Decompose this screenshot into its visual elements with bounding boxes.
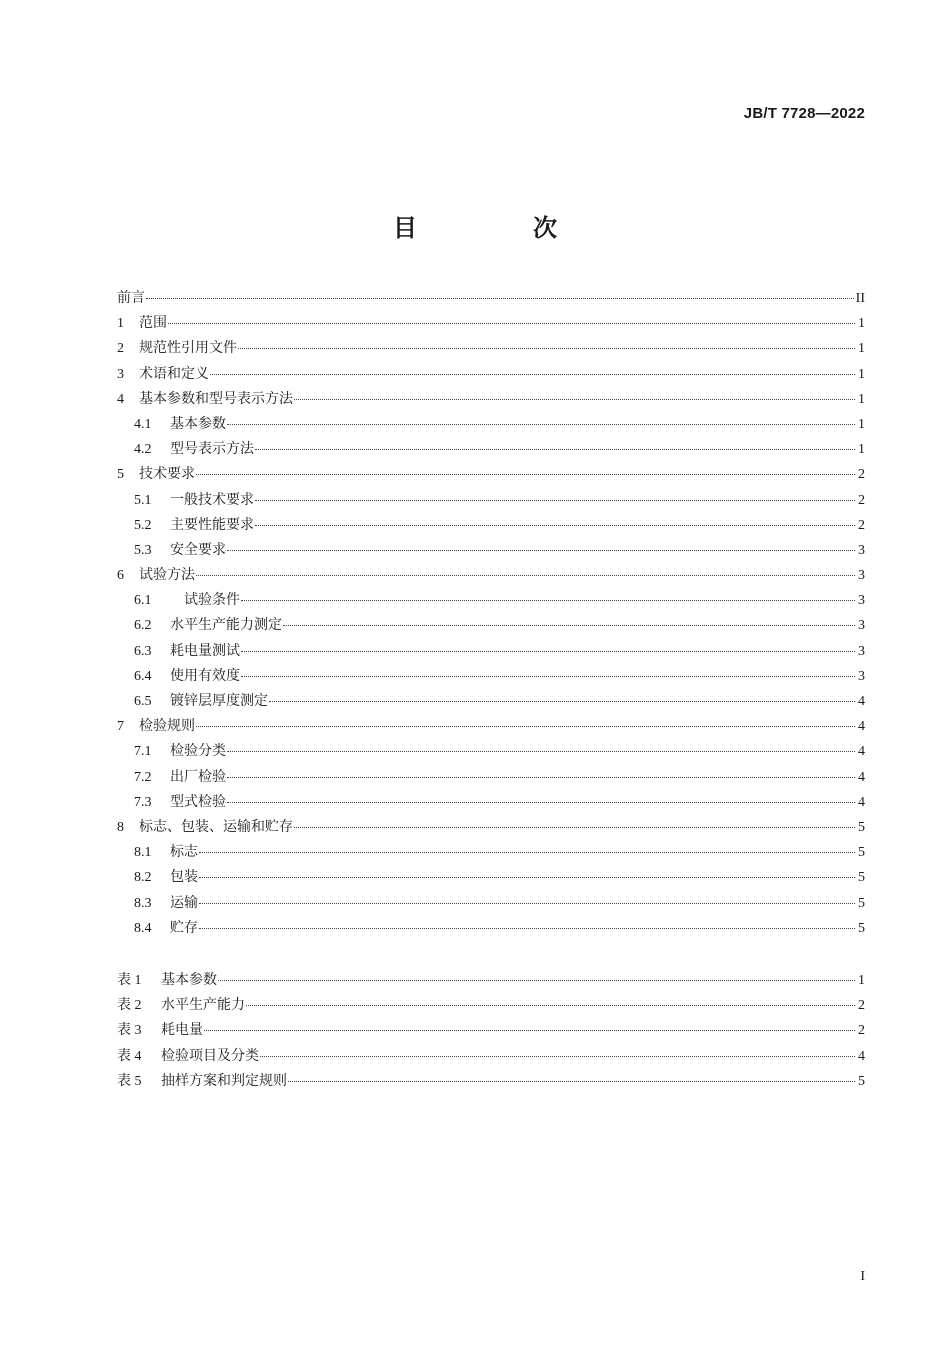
entry-title[interactable]: 试验方法 xyxy=(139,567,195,584)
table-list-entry[interactable] xyxy=(117,993,865,1018)
toc-subsection-entry[interactable] xyxy=(117,639,865,664)
dot-leader xyxy=(204,1030,855,1031)
toc-subsection-entry[interactable] xyxy=(117,916,865,941)
dot-leader xyxy=(255,500,855,501)
entry-number: 表 2 xyxy=(117,998,142,1014)
entry-number: 6.5 xyxy=(134,694,152,709)
entry-page-number: 1 xyxy=(858,316,865,332)
entry-number: 7 xyxy=(117,719,124,735)
dot-leader xyxy=(241,651,855,652)
entry-title[interactable]: 安全要求 xyxy=(170,541,226,558)
entry-page-number: II xyxy=(855,291,865,306)
entry-title[interactable]: 规范性引用文件 xyxy=(139,340,237,357)
entry-number: 3 xyxy=(117,366,124,382)
entry-number: 4.1 xyxy=(134,416,152,432)
dot-leader xyxy=(168,323,855,324)
entry-title[interactable]: 使用有效度 xyxy=(170,667,240,684)
page-number: I xyxy=(860,1269,865,1284)
dot-leader xyxy=(146,298,854,299)
dot-leader xyxy=(227,802,855,803)
table-list-entry[interactable] xyxy=(117,968,865,993)
entry-title[interactable]: 基本参数和型号表示方法 xyxy=(139,390,293,407)
toc-subsection-entry[interactable] xyxy=(117,739,865,764)
toc-subsection-entry[interactable] xyxy=(117,790,865,815)
dot-leader xyxy=(269,701,855,702)
toc-subsection-entry[interactable] xyxy=(117,488,865,513)
entry-number: 7.1 xyxy=(134,744,152,760)
entry-title[interactable]: 型式检验 xyxy=(170,793,226,810)
toc-section-entry[interactable] xyxy=(117,311,865,336)
dot-leader xyxy=(196,575,855,576)
entry-title[interactable]: 检验分类 xyxy=(170,743,226,760)
toc-subsection-entry[interactable] xyxy=(117,538,865,563)
toc-section-entry[interactable] xyxy=(117,387,865,412)
toc-section-entry[interactable] xyxy=(117,815,865,840)
entry-number: 表 1 xyxy=(117,973,142,988)
toc-foreword-entry[interactable] xyxy=(117,286,865,311)
entry-number: 2 xyxy=(117,341,124,357)
entry-number: 1 xyxy=(117,316,124,332)
entry-page-number: 4 xyxy=(858,794,865,810)
entry-page-number: 3 xyxy=(858,568,865,584)
entry-page-number: 3 xyxy=(858,618,865,634)
entry-page-number: 1 xyxy=(858,341,865,357)
table-of-contents xyxy=(117,286,865,941)
toc-subsection-entry[interactable] xyxy=(117,840,865,865)
toc-section-entry[interactable] xyxy=(117,336,865,361)
entry-number: 8.3 xyxy=(134,895,152,911)
entry-page-number: 4 xyxy=(858,719,865,735)
toc-subsection-entry[interactable] xyxy=(117,891,865,916)
entry-page-number: 2 xyxy=(858,1023,865,1039)
entry-title[interactable]: 耗电量测试 xyxy=(170,642,240,659)
entry-page-number: 2 xyxy=(858,998,865,1014)
page-title: 目 次 xyxy=(393,214,603,242)
entry-page-number: 1 xyxy=(858,442,865,458)
toc-subsection-entry[interactable] xyxy=(117,513,865,538)
standard-code: JB/T 7728—2022 xyxy=(743,105,865,122)
dot-leader xyxy=(255,525,855,526)
toc-subsection-entry[interactable] xyxy=(117,865,865,890)
toc-section-entry[interactable] xyxy=(117,362,865,387)
entry-number: 8.4 xyxy=(134,920,152,936)
entry-title[interactable]: 检验项目及分类 xyxy=(161,1047,259,1064)
entry-page-number: 3 xyxy=(858,668,865,684)
entry-title[interactable]: 前言 xyxy=(117,290,145,306)
toc-subsection-entry[interactable] xyxy=(117,437,865,462)
entry-page-number: 5 xyxy=(858,1073,865,1089)
entry-number: 6 xyxy=(117,568,124,584)
entry-number: 6.3 xyxy=(134,643,152,659)
entry-title[interactable]: 范围 xyxy=(139,315,167,332)
dot-leader xyxy=(199,903,855,904)
entry-title[interactable]: 出厂检验 xyxy=(170,768,226,785)
entry-page-number: 3 xyxy=(858,643,865,659)
entry-title[interactable]: 镀锌层厚度测定 xyxy=(170,693,268,709)
list-of-tables xyxy=(117,968,865,1094)
dot-leader xyxy=(196,474,855,475)
entry-title[interactable]: 水平生产能力 xyxy=(161,997,245,1014)
entry-page-number: 1 xyxy=(858,366,865,382)
entry-number: 5.3 xyxy=(134,542,152,558)
toc-section-entry[interactable] xyxy=(117,462,865,487)
entry-title[interactable]: 标志 xyxy=(170,844,198,861)
toc-subsection-entry[interactable] xyxy=(117,613,865,638)
dot-leader xyxy=(227,751,855,752)
entry-number: 6.1 xyxy=(134,593,152,609)
dot-leader xyxy=(227,550,855,551)
entry-number: 5.2 xyxy=(134,517,152,533)
entry-title[interactable]: 检验规则 xyxy=(139,718,195,735)
table-list-entry[interactable] xyxy=(117,1069,865,1094)
entry-number: 8.2 xyxy=(134,870,152,886)
dot-leader xyxy=(246,1005,855,1006)
dot-leader xyxy=(255,449,855,450)
entry-number: 表 3 xyxy=(117,1023,142,1039)
entry-title[interactable]: 试验条件 xyxy=(170,592,240,609)
entry-page-number: 4 xyxy=(858,1048,865,1064)
entry-page-number: 1 xyxy=(858,973,865,988)
entry-number: 6.4 xyxy=(134,668,152,684)
dot-leader xyxy=(196,726,855,727)
dot-leader xyxy=(199,928,855,929)
entry-page-number: 5 xyxy=(858,895,865,911)
toc-subsection-entry[interactable] xyxy=(117,689,865,714)
entry-title[interactable]: 型号表示方法 xyxy=(170,441,254,458)
entry-page-number: 3 xyxy=(858,593,865,609)
entry-page-number: 3 xyxy=(858,542,865,558)
dot-leader xyxy=(218,980,855,981)
entry-page-number: 5 xyxy=(858,870,865,886)
entry-title[interactable]: 基本参数 xyxy=(170,415,226,432)
dot-leader xyxy=(241,600,855,601)
entry-page-number: 5 xyxy=(858,819,865,835)
entry-number: 5 xyxy=(117,467,124,483)
table-list-entry[interactable] xyxy=(117,1018,865,1043)
dot-leader xyxy=(260,1056,855,1057)
dot-leader xyxy=(283,625,855,626)
entry-number: 7.2 xyxy=(134,769,152,785)
entry-title[interactable]: 基本参数 xyxy=(161,972,217,988)
entry-title[interactable]: 术语和定义 xyxy=(139,365,209,382)
entry-number: 表 4 xyxy=(117,1048,142,1064)
entry-page-number: 2 xyxy=(858,517,865,533)
entry-number: 表 5 xyxy=(117,1073,142,1089)
dot-leader xyxy=(288,1081,855,1082)
dot-leader xyxy=(199,877,855,878)
entry-number: 7.3 xyxy=(134,794,152,810)
entry-page-number: 5 xyxy=(858,920,865,936)
entry-title[interactable]: 贮存 xyxy=(170,919,198,936)
entry-number: 8.1 xyxy=(134,845,152,861)
toc-section-entry[interactable] xyxy=(117,563,865,588)
entry-page-number: 2 xyxy=(858,492,865,508)
entry-page-number: 2 xyxy=(858,467,865,483)
toc-section-entry[interactable] xyxy=(117,714,865,739)
entry-number: 8 xyxy=(117,819,124,835)
dot-leader xyxy=(241,676,855,677)
entry-title[interactable]: 水平生产能力测定 xyxy=(170,617,282,634)
entry-page-number: 4 xyxy=(858,769,865,785)
dot-leader xyxy=(238,348,855,349)
entry-title[interactable]: 主要性能要求 xyxy=(170,516,254,533)
entry-title[interactable]: 抽样方案和判定规则 xyxy=(161,1072,287,1089)
toc-subsection-entry[interactable] xyxy=(117,412,865,437)
entry-title[interactable]: 标志、包装、运输和贮存 xyxy=(139,818,293,835)
entry-title[interactable]: 运输 xyxy=(170,894,198,911)
dot-leader xyxy=(210,374,855,375)
entry-page-number: 4 xyxy=(858,694,865,709)
entry-number: 5.1 xyxy=(134,492,152,508)
entry-page-number: 1 xyxy=(858,416,865,432)
entry-page-number: 5 xyxy=(858,845,865,861)
entry-title[interactable]: 技术要求 xyxy=(139,466,195,483)
toc-subsection-entry[interactable] xyxy=(117,765,865,790)
entry-page-number: 1 xyxy=(858,391,865,407)
table-list-entry[interactable] xyxy=(117,1044,865,1069)
dot-leader xyxy=(227,777,855,778)
dot-leader xyxy=(294,399,855,400)
entry-page-number: 4 xyxy=(858,744,865,760)
dot-leader xyxy=(227,424,855,425)
entry-number: 4.2 xyxy=(134,442,152,458)
toc-subsection-entry[interactable] xyxy=(117,664,865,689)
dot-leader xyxy=(294,827,855,828)
entry-title[interactable]: 耗电量 xyxy=(161,1022,203,1039)
toc-subsection-entry[interactable] xyxy=(117,588,865,613)
entry-title[interactable]: 包装 xyxy=(170,869,198,886)
entry-number: 4 xyxy=(117,391,124,407)
entry-title[interactable]: 一般技术要求 xyxy=(170,491,254,508)
entry-number: 6.2 xyxy=(134,618,152,634)
dot-leader xyxy=(199,852,855,853)
